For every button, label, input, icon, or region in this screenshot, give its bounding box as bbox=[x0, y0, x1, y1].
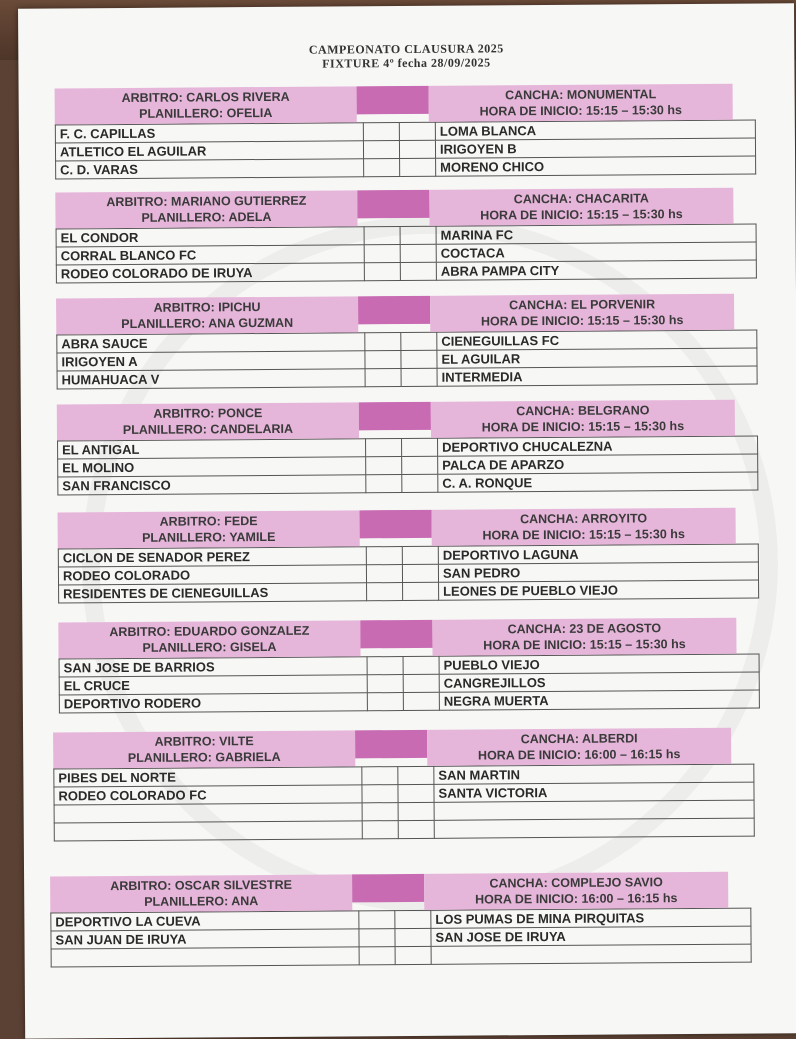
score-header-box bbox=[357, 190, 429, 219]
home-score-cell bbox=[359, 947, 395, 965]
match-block bbox=[53, 728, 754, 842]
referee-info bbox=[50, 874, 352, 912]
home-team: EL CRUCE bbox=[59, 675, 367, 695]
home-score-cell bbox=[363, 123, 399, 141]
scorer-name: PLANILLERO: GABRIELA bbox=[127, 749, 281, 765]
away-team: SAN MARTIN bbox=[434, 764, 754, 784]
home-team: F. C. CAPILLAS bbox=[55, 123, 363, 143]
away-score-cell bbox=[398, 766, 434, 784]
home-team: C. D. VARAS bbox=[56, 159, 364, 179]
away-team: C. A. RONQUE bbox=[438, 472, 758, 492]
home-score-cell bbox=[362, 785, 398, 803]
scorer-name: PLANILLERO: OFELIA bbox=[139, 105, 273, 121]
venue-info bbox=[427, 728, 731, 766]
home-score-cell bbox=[365, 369, 401, 387]
venue-name: CANCHA: COMPLEJO SAVIO bbox=[489, 875, 663, 891]
home-score-cell bbox=[363, 141, 399, 159]
page-title: CAMPEONATO CLAUSURA 2025 bbox=[308, 41, 504, 57]
away-score-cell bbox=[399, 140, 435, 158]
away-team: DEPORTIVO CHUCALEZNA bbox=[438, 436, 758, 456]
referee-info bbox=[58, 620, 360, 658]
page-subtitle: FIXTURE 4º fecha 28/09/2025 bbox=[322, 55, 491, 71]
away-score-cell bbox=[395, 910, 431, 928]
away-team bbox=[434, 800, 754, 820]
home-score-cell bbox=[366, 457, 402, 475]
venue-info bbox=[430, 294, 734, 332]
match-block bbox=[58, 508, 759, 604]
venue-name: CANCHA: CHACARITA bbox=[513, 191, 649, 207]
away-score-cell bbox=[403, 656, 439, 674]
venue-info bbox=[429, 84, 733, 122]
referee-name: ARBITRO: IPICHU bbox=[153, 300, 261, 315]
home-team: SAN JOSE DE BARRIOS bbox=[59, 657, 367, 677]
home-team: DEPORTIVO LA CUEVA bbox=[51, 911, 359, 931]
home-score-cell bbox=[359, 929, 395, 947]
fixture-sheet bbox=[18, 3, 796, 1038]
venue-name: CANCHA: EL PORVENIR bbox=[508, 297, 656, 313]
away-score-cell bbox=[402, 438, 438, 456]
venue-name: CANCHA: 23 DE AGOSTO bbox=[507, 621, 662, 637]
away-score-cell bbox=[402, 474, 438, 492]
match-table bbox=[58, 544, 759, 604]
away-team bbox=[434, 818, 754, 838]
away-score-cell bbox=[401, 332, 437, 350]
match-header bbox=[58, 508, 758, 549]
away-score-cell bbox=[398, 820, 434, 838]
away-score-cell bbox=[398, 784, 434, 802]
away-team: COCTACA bbox=[436, 242, 756, 262]
score-header-box bbox=[360, 510, 432, 539]
home-score-cell bbox=[366, 547, 402, 565]
venue-info bbox=[424, 872, 728, 910]
home-team: CORRAL BLANCO FC bbox=[56, 245, 364, 265]
scorer-name: PLANILLERO: CANDELARIA bbox=[122, 421, 294, 437]
referee-name: ARBITRO: FEDE bbox=[159, 514, 258, 529]
venue-info bbox=[431, 400, 735, 438]
away-score-cell bbox=[403, 674, 439, 692]
away-score-cell bbox=[402, 564, 438, 582]
home-team: RODEO COLORADO FC bbox=[54, 785, 362, 805]
match-header bbox=[57, 400, 757, 441]
scorer-name: PLANILLERO: ANA bbox=[144, 894, 259, 909]
referee-info bbox=[55, 86, 357, 124]
referee-info bbox=[53, 730, 355, 768]
home-score-cell bbox=[367, 657, 403, 675]
start-time: HORA DE INICIO: 15:15 – 15:30 hs bbox=[482, 527, 685, 543]
match-block bbox=[58, 618, 759, 714]
referee-name: ARBITRO: MARIANO GUTIERREZ bbox=[106, 193, 307, 210]
referee-info bbox=[57, 402, 359, 440]
away-team: DEPORTIVO LAGUNA bbox=[438, 544, 758, 564]
home-team: RESIDENTES DE CIENEGUILLAS bbox=[59, 583, 367, 603]
away-team: MARINA FC bbox=[436, 224, 756, 244]
referee-name: ARBITRO: EDUARDO GONZALEZ bbox=[109, 623, 310, 640]
home-team: ABRA SAUCE bbox=[57, 333, 365, 353]
home-score-cell bbox=[367, 693, 403, 711]
home-team: CICLON DE SENADOR PEREZ bbox=[58, 547, 366, 567]
away-score-cell bbox=[395, 946, 431, 964]
home-team: SAN JUAN DE IRUYA bbox=[51, 929, 359, 949]
home-team: ATLETICO EL AGUILAR bbox=[55, 141, 363, 161]
home-team: DEPORTIVO RODERO bbox=[59, 693, 367, 713]
score-header-box bbox=[357, 86, 429, 115]
home-team bbox=[51, 947, 359, 967]
referee-info bbox=[58, 510, 360, 548]
match-block bbox=[56, 294, 757, 390]
match-block bbox=[55, 84, 756, 180]
venue-info bbox=[432, 618, 736, 656]
away-score-cell bbox=[401, 368, 437, 386]
away-team: ABRA PAMPA CITY bbox=[436, 260, 756, 280]
away-score-cell bbox=[403, 582, 439, 600]
home-team: RODEO COLORADO bbox=[58, 565, 366, 585]
score-header-box bbox=[352, 874, 424, 903]
score-header-box bbox=[355, 730, 427, 759]
match-table bbox=[53, 764, 754, 842]
home-score-cell bbox=[366, 475, 402, 493]
away-team: IRIGOYEN B bbox=[435, 138, 755, 158]
venue-name: CANCHA: ALBERDI bbox=[520, 731, 638, 747]
home-score-cell bbox=[365, 333, 401, 351]
match-block bbox=[57, 400, 758, 496]
away-team: EL AGUILAR bbox=[437, 348, 757, 368]
referee-name: ARBITRO: CARLOS RIVERA bbox=[121, 89, 290, 105]
home-team: EL CONDOR bbox=[56, 227, 364, 247]
match-table bbox=[57, 436, 758, 496]
venue-info bbox=[432, 508, 736, 546]
match-header bbox=[50, 872, 750, 913]
start-time: HORA DE INICIO: 15:15 – 15:30 hs bbox=[480, 313, 684, 329]
match-header bbox=[58, 618, 758, 659]
home-score-cell bbox=[362, 803, 398, 821]
home-score-cell bbox=[366, 565, 402, 583]
referee-name: ARBITRO: PONCE bbox=[153, 406, 263, 421]
home-score-cell bbox=[367, 675, 403, 693]
away-team: LOS PUMAS DE MINA PIRQUITAS bbox=[431, 908, 751, 928]
home-team: EL ANTIGAL bbox=[58, 439, 366, 459]
match-header bbox=[55, 188, 755, 229]
away-team: MORENO CHICO bbox=[436, 156, 756, 176]
away-score-cell bbox=[402, 456, 438, 474]
away-team: CANGREJILLOS bbox=[439, 672, 759, 692]
away-team: NEGRA MUERTA bbox=[439, 690, 759, 710]
away-team: PALCA DE APARZO bbox=[438, 454, 758, 474]
match-table bbox=[56, 224, 757, 284]
match-row bbox=[54, 818, 754, 841]
home-team: EL MOLINO bbox=[58, 457, 366, 477]
away-score-cell bbox=[400, 262, 436, 280]
away-score-cell bbox=[401, 350, 437, 368]
away-team: SAN JOSE DE IRUYA bbox=[431, 926, 751, 946]
score-header-box bbox=[360, 620, 432, 649]
home-team: SAN FRANCISCO bbox=[58, 475, 366, 495]
away-team: LEONES DE PUEBLO VIEJO bbox=[439, 580, 759, 600]
home-score-cell bbox=[366, 439, 402, 457]
score-header-box bbox=[359, 402, 431, 431]
start-time: HORA DE INICIO: 15:15 – 15:30 hs bbox=[479, 103, 682, 119]
home-score-cell bbox=[365, 351, 401, 369]
away-score-cell bbox=[402, 546, 438, 564]
away-score-cell bbox=[399, 122, 435, 140]
score-header-box bbox=[358, 296, 430, 325]
away-team: CIENEGUILLAS FC bbox=[437, 330, 757, 350]
match-block bbox=[55, 188, 756, 284]
start-time: HORA DE INICIO: 15:15 – 15:30 hs bbox=[481, 419, 685, 435]
away-team: LOMA BLANCA bbox=[435, 120, 755, 140]
match-table bbox=[56, 330, 757, 390]
referee-info bbox=[55, 190, 357, 228]
start-time: HORA DE INICIO: 15:15 – 15:30 hs bbox=[483, 637, 686, 653]
away-score-cell bbox=[395, 928, 431, 946]
home-score-cell bbox=[364, 227, 400, 245]
home-team: HUMAHUACA V bbox=[57, 369, 365, 389]
match-header bbox=[56, 294, 756, 335]
away-team: PUEBLO VIEJO bbox=[439, 654, 759, 674]
away-score-cell bbox=[403, 692, 439, 710]
match-table bbox=[55, 120, 756, 180]
referee-name: ARBITRO: VILTE bbox=[154, 734, 254, 749]
venue-name: CANCHA: MONUMENTAL bbox=[504, 87, 657, 103]
match-table bbox=[59, 654, 760, 714]
scorer-name: PLANILLERO: ADELA bbox=[141, 209, 272, 225]
home-team: IRIGOYEN A bbox=[57, 351, 365, 371]
home-score-cell bbox=[359, 911, 395, 929]
start-time: HORA DE INICIO: 16:00 – 16:15 hs bbox=[474, 891, 678, 907]
referee-info bbox=[56, 296, 358, 334]
away-team bbox=[431, 944, 751, 964]
home-score-cell bbox=[364, 159, 400, 177]
away-score-cell bbox=[400, 158, 436, 176]
venue-name: CANCHA: ARROYITO bbox=[519, 511, 648, 527]
away-score-cell bbox=[400, 226, 436, 244]
away-score-cell bbox=[398, 802, 434, 820]
home-team bbox=[54, 803, 362, 823]
scorer-name: PLANILLERO: ANA GUZMAN bbox=[121, 315, 294, 331]
referee-name: ARBITRO: OSCAR SILVESTRE bbox=[110, 877, 293, 894]
home-score-cell bbox=[362, 767, 398, 785]
home-score-cell bbox=[362, 821, 398, 839]
away-team: SAN PEDRO bbox=[438, 562, 758, 582]
home-score-cell bbox=[367, 583, 403, 601]
match-table bbox=[50, 908, 751, 968]
home-team: PIBES DEL NORTE bbox=[54, 767, 362, 787]
scorer-name: PLANILLERO: GISELA bbox=[142, 639, 277, 655]
home-score-cell bbox=[364, 245, 400, 263]
venue-name: CANCHA: BELGRANO bbox=[516, 403, 650, 419]
start-time: HORA DE INICIO: 16:00 – 16:15 hs bbox=[477, 747, 681, 763]
match-header bbox=[55, 84, 755, 125]
home-team: RODEO COLORADO DE IRUYA bbox=[56, 263, 364, 283]
scorer-name: PLANILLERO: YAMILE bbox=[141, 529, 276, 545]
home-score-cell bbox=[364, 263, 400, 281]
match-block bbox=[50, 872, 751, 968]
match-header bbox=[53, 728, 753, 769]
start-time: HORA DE INICIO: 15:15 – 15:30 hs bbox=[480, 207, 683, 223]
venue-info bbox=[429, 188, 733, 226]
away-team: INTERMEDIA bbox=[437, 366, 757, 386]
away-score-cell bbox=[400, 244, 436, 262]
home-team bbox=[54, 821, 362, 841]
away-team: SANTA VICTORIA bbox=[434, 782, 754, 802]
